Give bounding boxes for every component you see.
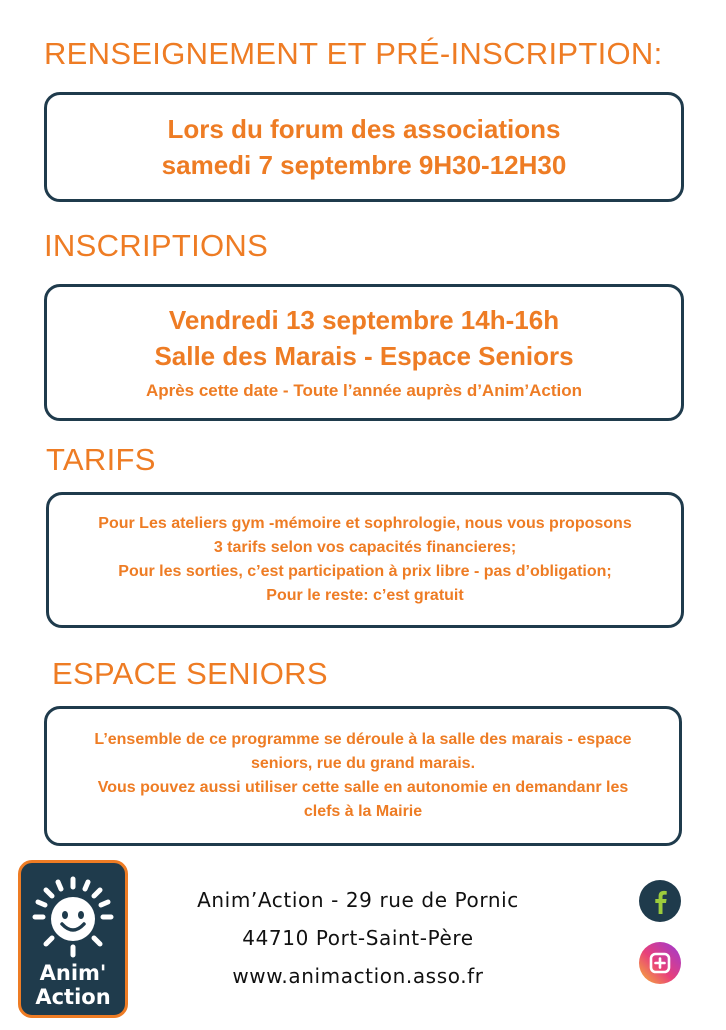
tarifs-box	[46, 492, 684, 628]
inscriptions-line-1: Vendredi 13 septembre 14h-16h	[168, 305, 560, 335]
inscriptions-line-3: Après cette date - Toute l’année auprès d’Anim’Action	[145, 381, 583, 400]
address-line: Anim’Action - 29 rue de Pornic	[197, 888, 519, 912]
logo-text-line-1: Anim'	[39, 961, 107, 985]
tarifs-line-1: Pour Les ateliers gym -mémoire et sophrologie, nous vous proposons	[98, 515, 632, 532]
registration-box	[44, 92, 684, 202]
inscriptions-line-2: Salle des Marais - Espace Seniors	[154, 341, 574, 371]
instagram-icon[interactable]	[639, 942, 681, 984]
espace-seniors-line-2: seniors, rue du grand marais.	[250, 755, 476, 772]
facebook-icon[interactable]	[639, 880, 681, 922]
city-line: 44710 Port-Saint-Père	[242, 926, 474, 950]
tarifs-heading: TARIFS	[46, 442, 156, 477]
registration-line-1: Lors du forum des associations	[167, 114, 561, 144]
registration-line-2: samedi 7 septembre 9H30-12H30	[161, 150, 567, 180]
registration-heading: RENSEIGNEMENT ET PRÉ-INSCRIPTION:	[44, 36, 663, 71]
animaction-logo	[18, 860, 128, 1018]
tarifs-line-4: Pour le reste: c’est gratuit	[266, 587, 464, 604]
sun-smiley-icon	[31, 875, 115, 959]
espace-seniors-line-3: Vous pouvez aussi utiliser cette salle en autonomie en demandanr les	[97, 779, 629, 796]
inscriptions-heading: INSCRIPTIONS	[44, 228, 269, 263]
inscriptions-box	[44, 284, 684, 421]
espace-seniors-box	[44, 706, 682, 846]
espace-seniors-line-4: clefs à la Mairie	[303, 803, 423, 820]
tarifs-line-2: 3 tarifs selon vos capacités financieres;	[213, 539, 517, 556]
website-link[interactable]: www.animaction.asso.fr	[232, 964, 484, 988]
espace-seniors-heading: ESPACE SENIORS	[52, 656, 328, 691]
tarifs-line-3: Pour les sorties, c’est participation à prix libre - pas d’obligation;	[118, 563, 612, 580]
espace-seniors-line-1: L’ensemble de ce programme se déroule à la salle des marais - espace	[94, 731, 632, 748]
logo-text-line-2: Action	[35, 985, 111, 1009]
